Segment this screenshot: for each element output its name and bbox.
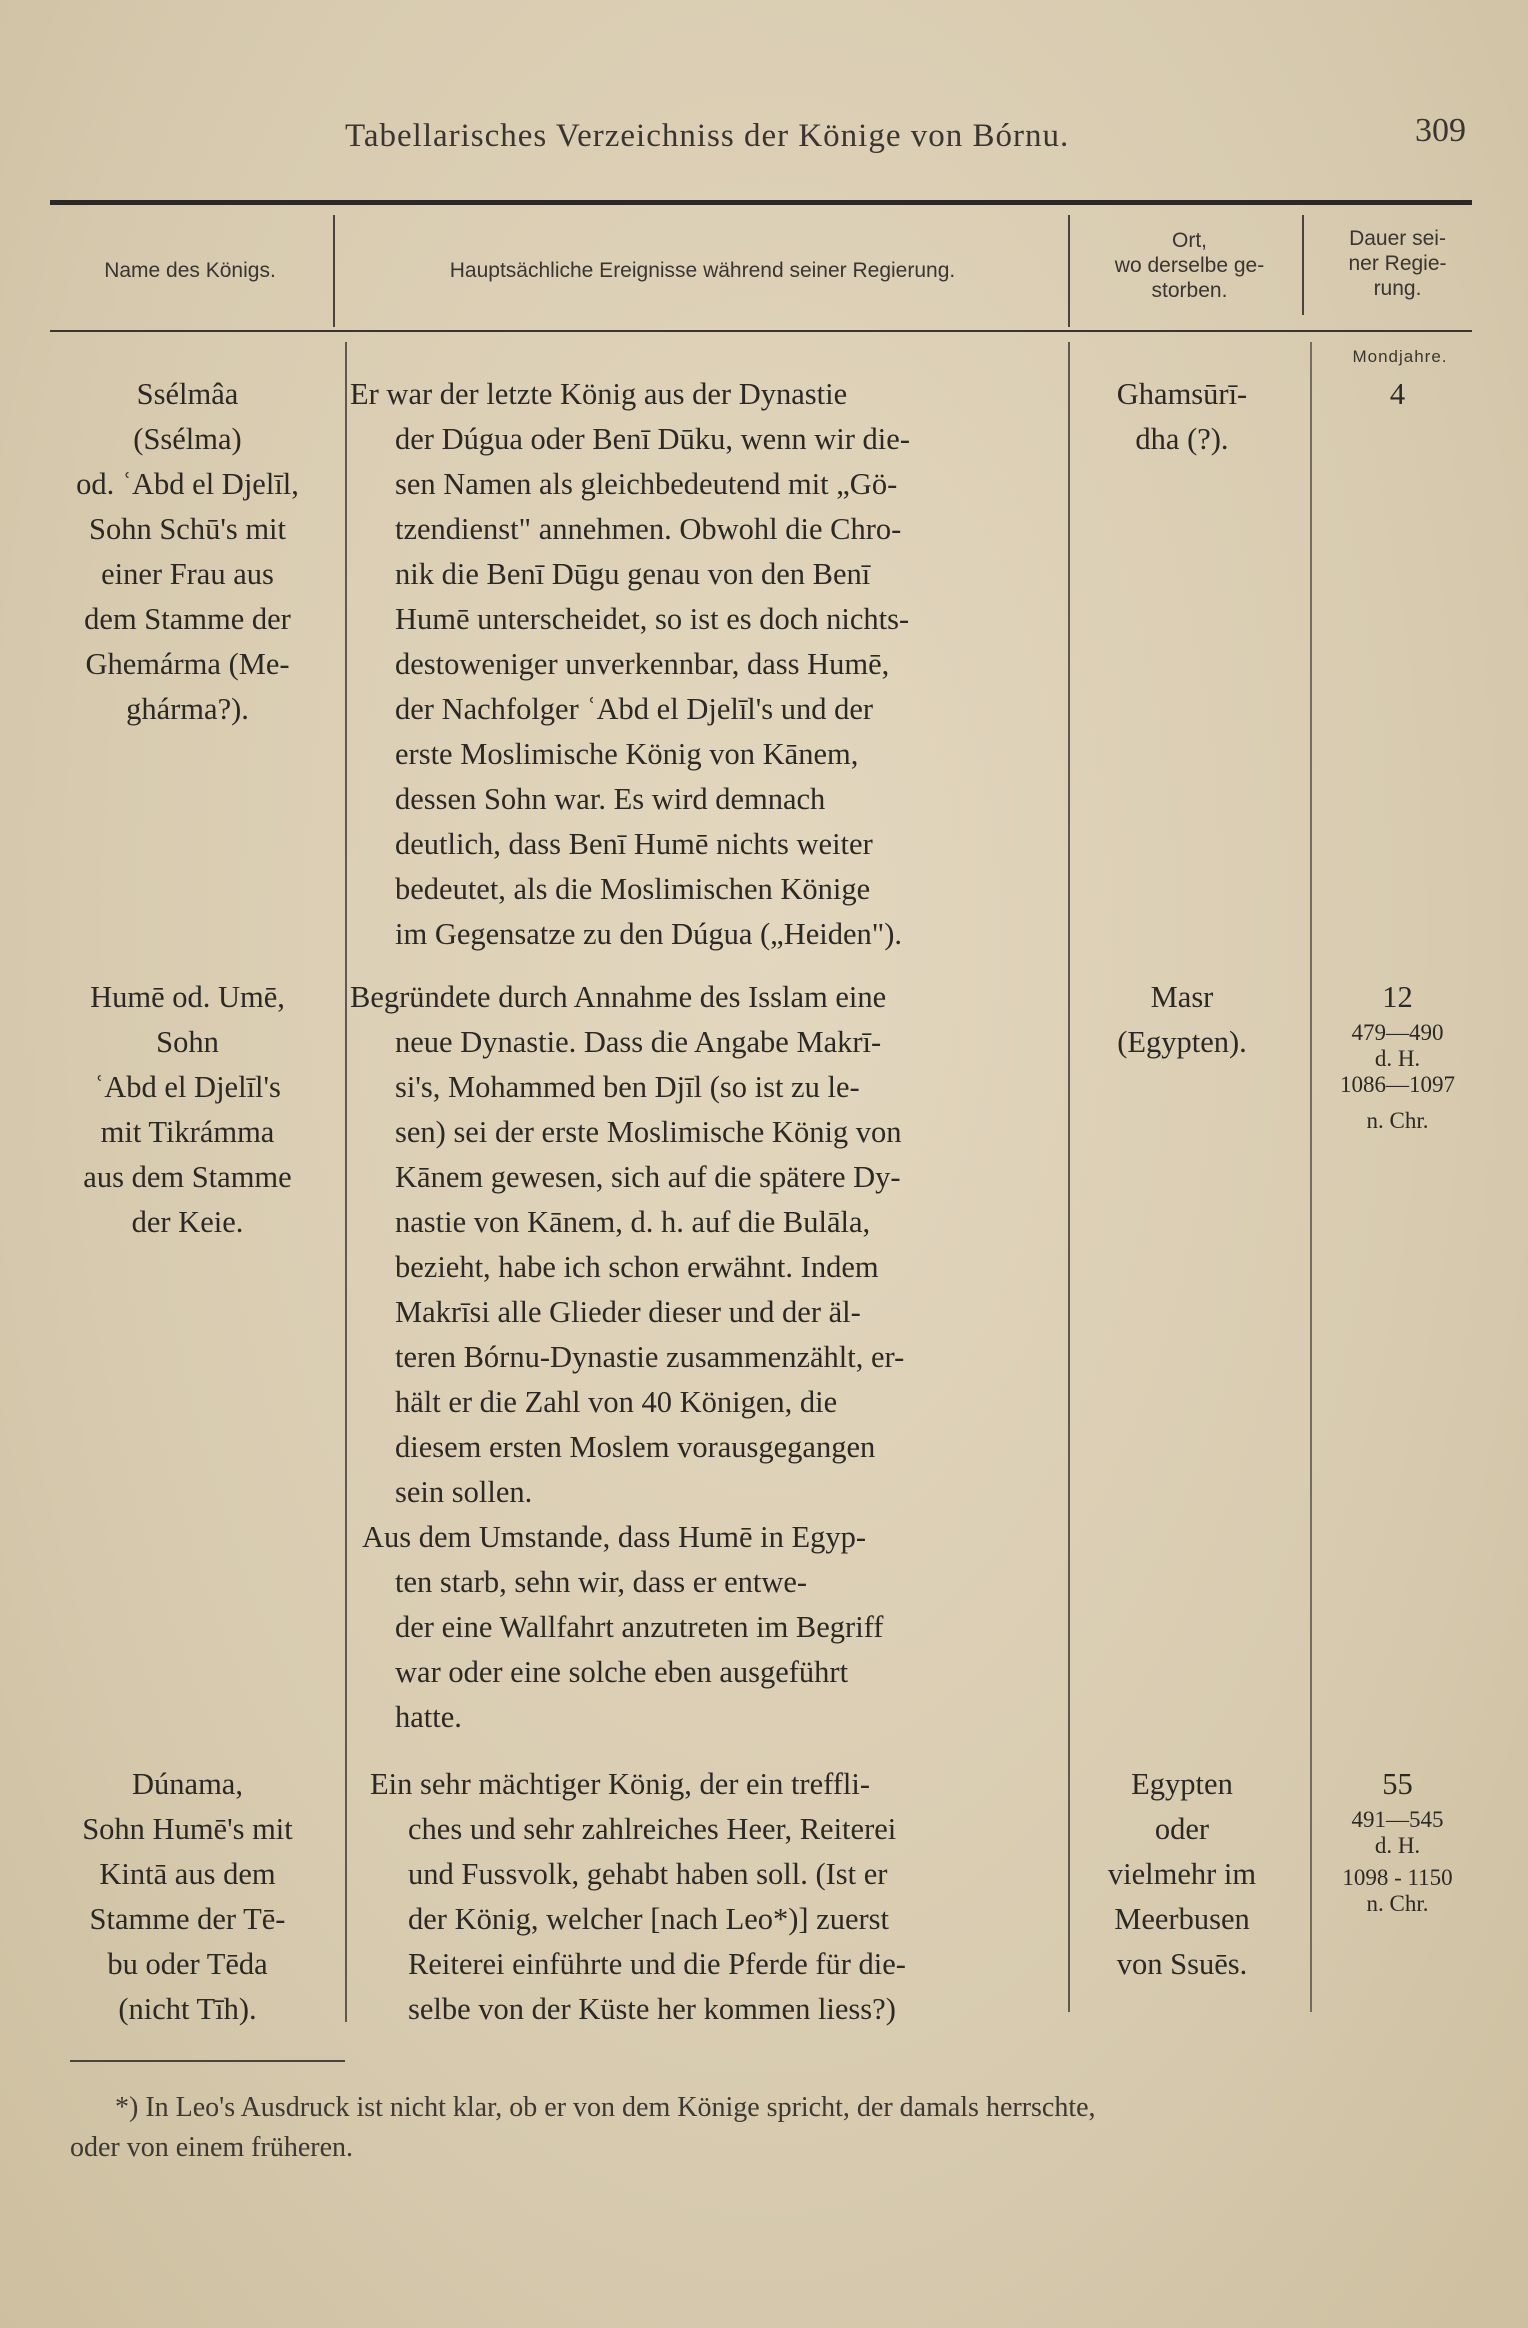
event-line: Kānem gewesen, sich auf die spätere Dy- [395,1160,901,1194]
event-line: nastie von Kānem, d. h. auf die Bulāla, [395,1205,871,1239]
column-divider [345,342,347,2022]
king-name-cell [50,372,325,732]
header-duration-line: ner Regie- [1348,252,1447,275]
event-line: tzendienst" annehmen. Obwohl die Chro- [395,512,902,546]
date-line: 479—490 [1351,1020,1444,1045]
name-line: ghárma?). [126,692,249,726]
footnote-line: *) In Leo's Ausdruck ist nicht klar, ob er von dem Könige spricht, der damals herrschte, [115,2092,1096,2123]
date-line: 491—545 [1351,1807,1444,1832]
header-place-line: wo derselbe ge- [1114,254,1265,277]
date-line: 1086—1097 [1340,1072,1455,1097]
place-line: (Egypten). [1117,1025,1247,1059]
event-line: der Dúgua oder Benī Dūku, wenn wir die- [395,422,910,456]
event-line: deutlich, dass Benī Humē nichts weiter [395,827,873,861]
event-line: ten starb, sehn wir, dass er entwe- [395,1565,808,1599]
event-line: sein sollen. [395,1475,533,1509]
event-line: destoweniger unverkennbar, dass Humē, [395,647,890,681]
header-events: Hauptsächliche Ereignisse während seiner Regierung. [449,259,956,282]
event-line: erste Moslimische König von Kānem, [395,737,859,771]
event-line: Makrīsi alle Glieder dieser und der äl- [395,1295,861,1329]
duration-years: 4 [1389,377,1406,411]
unit-label: Mondjahre. [1352,347,1448,366]
date-line: n. Chr. [1366,1108,1429,1133]
name-line: (nicht Tīh). [118,1992,257,2026]
death-place-cell [1072,372,1292,462]
column-divider [333,215,335,327]
place-line: von Ssuēs. [1116,1947,1248,1981]
header-duration-line: rung. [1373,277,1422,300]
name-line: Sohn Humē's mit [82,1812,293,1846]
name-line: Stamme der Tē- [89,1902,286,1936]
name-line: Dúnama, [132,1767,243,1801]
event-line: diesem ersten Moslem vorausgegangen [395,1430,876,1464]
event-line: bezieht, habe ich schon erwähnt. Indem [395,1250,879,1284]
date-line: 1098 - 1150 [1342,1865,1453,1890]
event-line: hatte. [395,1700,462,1734]
header-name: Name des Königs. [104,259,276,282]
page-number: 309 [1415,112,1466,149]
running-head: Tabellarisches Verzeichniss der Könige von Bórnu. [345,118,1070,154]
reign-duration-cell [1305,372,1490,417]
header-place-line: storben. [1151,279,1228,302]
duration-years: 55 [1382,1767,1413,1801]
name-line: mit Tikrámma [100,1115,275,1149]
event-line: Aus dem Umstande, dass Humē in Egyp- [362,1520,867,1554]
events-cell [350,372,1060,957]
event-line: war oder eine solche eben ausgeführt [395,1655,849,1689]
king-name-cell [50,1762,325,2032]
death-place-cell [1072,1762,1292,1987]
footnote-rule [70,2060,345,2062]
duration-years: 12 [1382,980,1413,1014]
table-top-rule [50,200,1472,205]
event-line: bedeutet, als die Moslimischen Könige [395,872,871,906]
event-line: selbe von der Küste her kommen liess?) [408,1992,896,2026]
header-place [1072,228,1307,303]
name-line: od. ʿAbd el Djelīl, [76,467,299,501]
event-line: im Gegensatze zu den Dúgua („Heiden"). [395,917,903,951]
date-line: d. H. [1374,1046,1421,1071]
event-line: sen Namen als gleichbedeutend mit „Gö- [395,467,898,501]
event-line: Ein sehr mächtiger König, der ein treffli- [370,1767,870,1801]
event-line: ches und sehr zahlreiches Heer, Reiterei [408,1812,897,1846]
header-duration [1310,226,1485,301]
king-name-cell [50,975,325,1245]
column-divider [1302,215,1304,315]
column-divider [1068,215,1070,327]
event-line: neue Dynastie. Dass die Angabe Makrī- [395,1025,882,1059]
footnote-line: oder von einem früheren. [70,2132,353,2163]
event-line: sen) sei der erste Moslimische König von [395,1115,902,1149]
place-line: Ghamsūrī- [1116,377,1248,411]
name-line: bu oder Tēda [107,1947,268,1981]
place-line: Meerbusen [1114,1902,1250,1936]
name-line: Sohn [156,1025,219,1059]
name-line: Ssélmâa [136,377,239,411]
footnote [70,2088,1490,2168]
place-line: vielmehr im [1107,1857,1257,1891]
event-line: Humē unterscheidet, so ist es doch nichts- [395,602,910,636]
reign-duration-cell [1305,975,1490,1134]
event-line: hält er die Zahl von 40 Königen, die [395,1385,838,1419]
place-line: oder [1154,1812,1210,1846]
name-line: Humē od. Umē, [90,980,285,1014]
events-cell [350,975,1060,1740]
column-divider [1068,342,1070,2012]
event-line: Reiterei einführte und die Pferde für die- [408,1947,906,1981]
event-line: Er war der letzte König aus der Dynastie [350,377,848,411]
name-line: Ghemárma (Me- [85,647,290,681]
event-line: dessen Sohn war. Es wird demnach [395,782,826,816]
date-line: n. Chr. [1366,1891,1429,1916]
date-line: d. H. [1374,1833,1421,1858]
name-line: der Keie. [131,1205,244,1239]
header-duration-line: Dauer sei- [1349,227,1446,250]
reign-duration-cell [1305,1762,1490,1917]
event-line: teren Bórnu-Dynastie zusammenzählt, er- [395,1340,905,1374]
place-line: Masr [1150,980,1214,1014]
place-line: dha (?). [1135,422,1229,456]
name-line: aus dem Stamme [83,1160,292,1194]
events-cell [370,1762,1060,2032]
name-line: dem Stamme der [84,602,291,636]
event-line: nik die Benī Dūgu genau von den Benī [395,557,871,591]
name-line: einer Frau aus [101,557,274,591]
event-line: und Fussvolk, gehabt haben soll. (Ist er [408,1857,888,1891]
table-header-rule [50,330,1472,332]
event-line: si's, Mohammed ben Djīl (so ist zu le- [395,1070,860,1104]
event-line: der König, welcher [nach Leo*)] zuerst [408,1902,890,1936]
place-line: Egypten [1131,1767,1233,1801]
name-line: ʿAbd el Djelīl's [94,1070,281,1104]
name-line: Sohn Schū's mit [89,512,286,546]
name-line: (Ssélma) [133,422,242,456]
death-place-cell [1072,975,1292,1065]
event-line: der eine Wallfahrt anzutreten im Begriff [395,1610,884,1644]
name-line: Kintā aus dem [99,1857,276,1891]
event-line: der Nachfolger ʿAbd el Djelīl's und der [395,692,874,726]
event-line: Begründete durch Annahme des Isslam eine [350,980,887,1014]
header-place-line: Ort, [1172,229,1207,252]
